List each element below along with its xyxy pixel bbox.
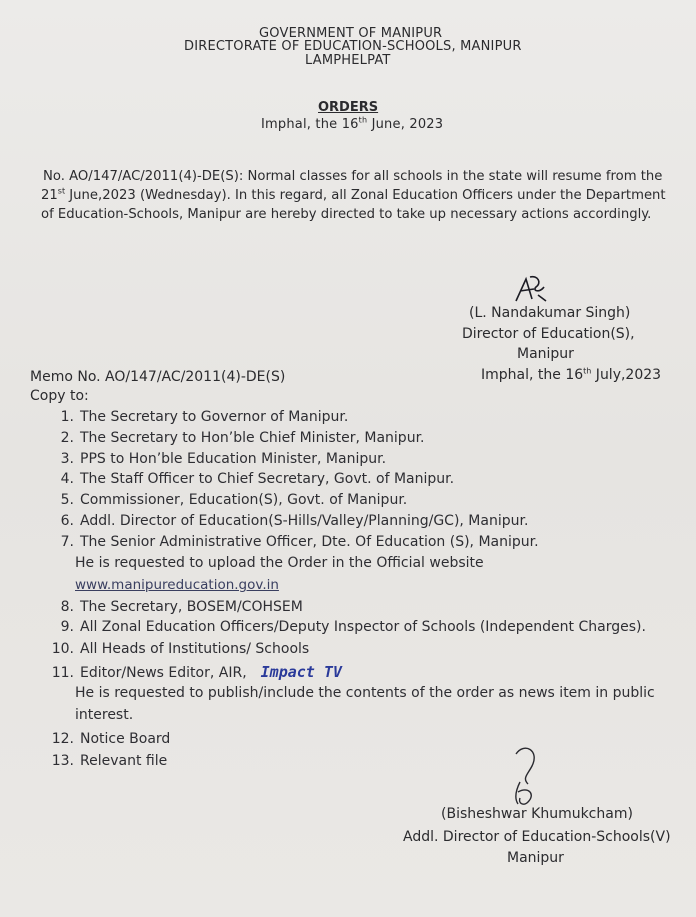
signatory1-name: (L. Nandakumar Singh): [469, 305, 631, 321]
list-item: 13. Relevant file: [51, 753, 168, 769]
order-text-line2: 21st June,2023 (Wednesday). In this regard, all Zonal Education Officers under the Department: [41, 186, 666, 203]
list-item: 10. All Heads of Institutions/ Schools: [51, 641, 310, 657]
list-item: 8. The Secretary, BOSEM/COHSEM: [60, 599, 303, 615]
orders-title: ORDERS: [318, 100, 379, 115]
list-item: 7. The Senior Administrative Officer, Dte. Of Education (S), Manipur.: [60, 534, 539, 550]
signatory1-place: Manipur: [517, 346, 574, 362]
order-text-line3: of Education-Schools, Manipur are hereby directed to take up necessary actions accordingly.: [41, 207, 652, 222]
list-item: 5. Commissioner, Education(S), Govt. of Manipur.: [60, 492, 408, 508]
signatory2-place: Manipur: [507, 850, 564, 866]
list-item: 2. The Secretary to Hon’ble Chief Minister, Manipur.: [60, 430, 425, 446]
orders-place-date: Imphal, the 16th June, 2023: [261, 115, 444, 132]
list-item: 11. Editor/News Editor, AIR, Impact TV: [51, 663, 342, 681]
list-item: 12. Notice Board: [51, 731, 171, 747]
list-item: 1. The Secretary to Governor of Manipur.: [60, 409, 349, 425]
signatory2-name: (Bisheshwar Khumukcham): [441, 806, 633, 822]
list-item: 4. The Staff Officer to Chief Secretary, Govt. of Manipur.: [60, 471, 455, 487]
list-item: 3. PPS to Hon’ble Education Minister, Manipur.: [60, 451, 387, 467]
item7-note: He is requested to upload the Order in the Official website: [75, 555, 484, 571]
list-item: 6. Addl. Director of Education(S-Hills/Valley/Planning/GC), Manipur.: [60, 513, 529, 529]
header-location: LAMPHELPAT: [305, 53, 391, 68]
header-government: GOVERNMENT OF MANIPUR: [259, 26, 443, 41]
website-link[interactable]: www.manipureducation.gov.in: [75, 577, 279, 593]
signatory1-designation: Director of Education(S),: [462, 326, 635, 342]
handwritten-note: Impact TV: [260, 663, 342, 681]
copy-to-label: Copy to:: [30, 388, 89, 404]
list-item: 9. All Zonal Education Officers/Deputy Inspector of Schools (Independent Charges).: [60, 619, 646, 635]
memo-number: Memo No. AO/147/AC/2011(4)-DE(S): [30, 369, 286, 385]
signature-2: [500, 742, 548, 808]
signatory2-designation: Addl. Director of Education-Schools(V): [403, 829, 671, 845]
item11-note-line2: interest.: [75, 707, 134, 723]
item11-note-line1: He is requested to publish/include the contents of the order as news item in public: [75, 685, 655, 701]
order-text-line1: No. AO/147/AC/2011(4)-DE(S): Normal classes for all schools in the state will resume from the: [43, 169, 663, 184]
memo-date: Imphal, the 16th July,2023: [481, 366, 662, 383]
signature-1: [512, 273, 552, 307]
header-directorate: DIRECTORATE OF EDUCATION-SCHOOLS, MANIPUR: [184, 39, 522, 54]
